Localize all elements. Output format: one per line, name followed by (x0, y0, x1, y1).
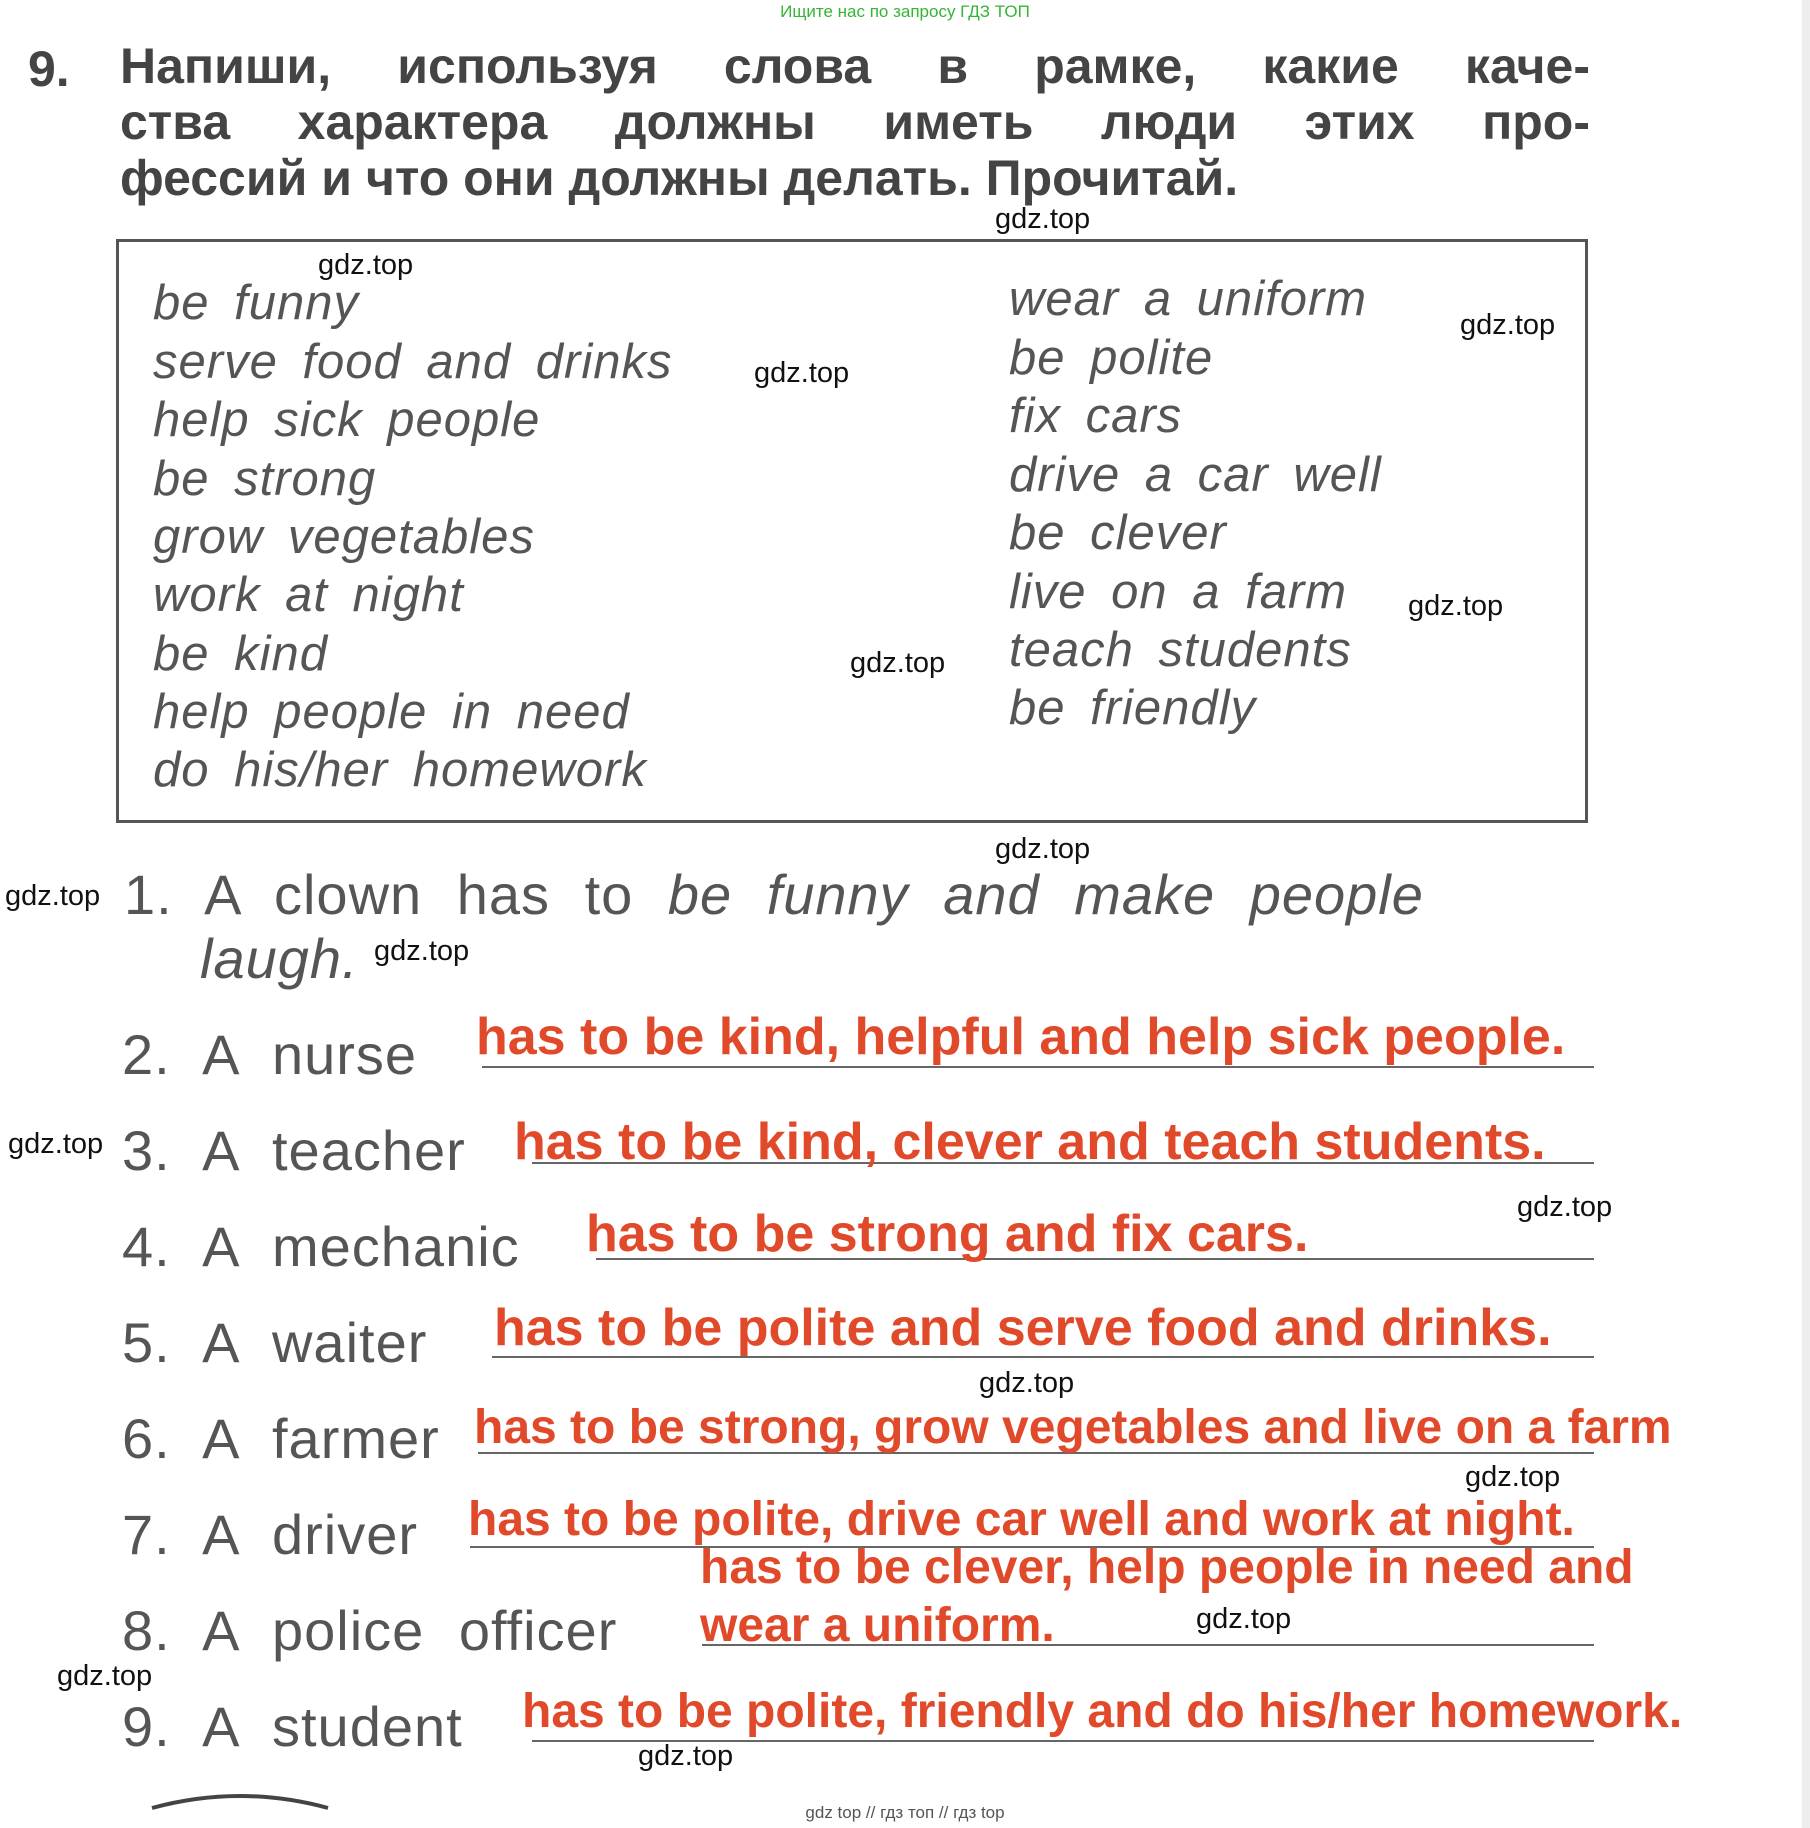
item-prompt: 5. A waiter (122, 1311, 428, 1374)
watermark: gdz.top (1517, 1191, 1613, 1223)
watermark: gdz.top (1196, 1603, 1292, 1635)
answer-text: has to be strong and fix cars. (586, 1205, 1309, 1263)
search-banner: Ищите нас по запросу ГДЗ ТОП (780, 2, 1030, 21)
word-box-phrase: fix cars (1009, 389, 1183, 443)
item-prompt: 4. A mechanic (122, 1215, 520, 1278)
watermark: gdz.top (1460, 309, 1556, 341)
watermark: gdz.top (5, 880, 101, 912)
watermark: gdz.top (57, 1660, 153, 1692)
instruction-line-2: ства характера должны иметь люди этих про- (120, 94, 1590, 150)
item-prompt: 6. A farmer (122, 1407, 440, 1470)
word-box-phrase: drive a car well (1009, 448, 1382, 502)
word-box-phrase: be kind (153, 627, 329, 681)
answer-text: has to be strong, grow vegetables and live on a farm (474, 1401, 1672, 1454)
word-box-phrase: help people in need (153, 685, 630, 739)
watermark: gdz.top (754, 357, 850, 389)
item-prompt: 7. A driver (122, 1503, 419, 1566)
word-box-phrase: be friendly (1009, 681, 1257, 735)
watermark: gdz.top (995, 203, 1091, 235)
word-box-phrase: live on a farm (1009, 565, 1348, 619)
answer-text-line-2: wear a uniform. (700, 1599, 1055, 1652)
example-number: 1. (124, 863, 173, 926)
word-box-phrase: be clever (1009, 506, 1227, 560)
watermark: gdz.top (1465, 1461, 1561, 1493)
item-prompt: 8. A police officer (122, 1599, 618, 1662)
word-box-phrase: help sick people (153, 393, 541, 447)
watermark: gdz.top (995, 833, 1091, 865)
word-box (116, 239, 1588, 823)
instruction-line-1: Напиши, используя слова в рамке, какие каче- (120, 38, 1590, 94)
word-box-phrase: grow vegetables (153, 510, 535, 564)
item-prompt: 3. A teacher (122, 1119, 466, 1182)
word-box-phrase: be funny (153, 276, 359, 330)
word-box-phrase: wear a uniform (1009, 272, 1368, 326)
answer-text: has to be polite and serve food and drinks. (494, 1299, 1552, 1357)
watermark: gdz.top (979, 1367, 1075, 1399)
word-box-phrase: teach students (1009, 623, 1352, 677)
exercise-number: 9. (28, 41, 70, 97)
word-box-phrase: serve food and drinks (153, 335, 673, 389)
item-prompt: 2. A nurse (122, 1023, 418, 1086)
example-lead: A clown has to (204, 863, 634, 926)
instruction-line-3: фессий и что они должны делать. Прочитай. (120, 150, 1239, 206)
answer-text: has to be polite, friendly and do his/her homework. (522, 1685, 1683, 1738)
answer-text-line-1: has to be clever, help people in need and (700, 1541, 1634, 1594)
watermark: gdz.top (638, 1740, 734, 1772)
watermark: gdz.top (318, 249, 414, 281)
page-edge-shadow (1802, 0, 1810, 1828)
answer-text: has to be kind, clever and teach students. (514, 1113, 1546, 1171)
word-box-phrase: be polite (1009, 331, 1214, 385)
example-italic-part: be funny and make people (667, 863, 1424, 926)
item-prompt: 9. A student (122, 1695, 463, 1758)
example-continuation: laugh. (200, 927, 359, 990)
watermark: gdz.top (8, 1128, 104, 1160)
word-box-phrase: do his/her homework (153, 743, 647, 797)
watermark: gdz.top (850, 647, 946, 679)
word-box-phrase: be strong (153, 452, 377, 506)
answer-text: has to be kind, helpful and help sick people. (476, 1008, 1566, 1066)
footer-watermark: gdz top // гдз топ // гдз top (805, 1803, 1005, 1822)
answer-text: has to be polite, drive car well and work at night. (468, 1493, 1575, 1546)
example-sentence (124, 862, 1424, 927)
watermark: gdz.top (1408, 590, 1504, 622)
word-box-phrase: work at night (153, 568, 464, 622)
watermark: gdz.top (374, 935, 470, 967)
